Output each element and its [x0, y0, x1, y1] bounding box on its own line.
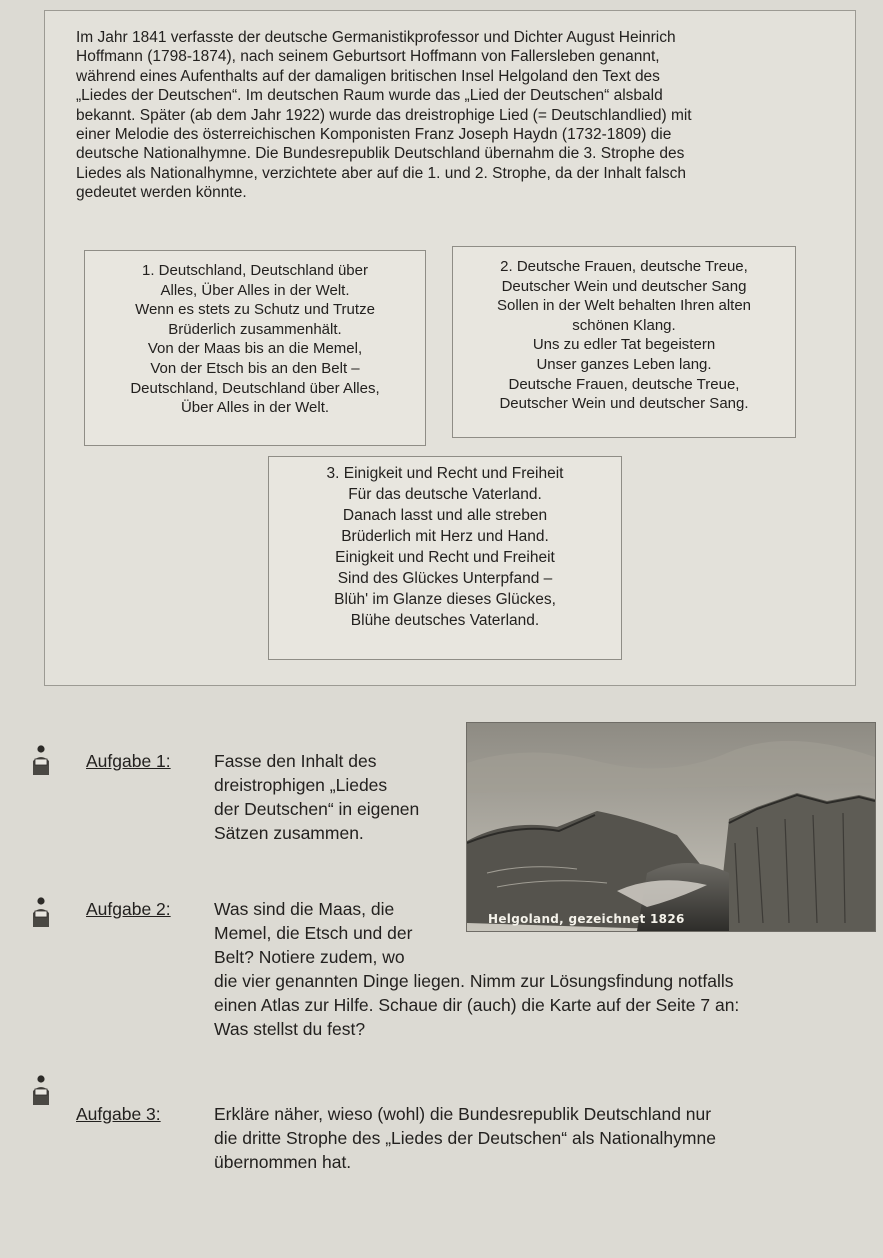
stanza-line: Brüderlich mit Herz und Hand.	[341, 528, 549, 545]
task-line: Memel, die Etsch und der	[214, 923, 413, 943]
intro-line: während eines Aufenthalts auf der damaligen britischen Insel Helgoland den Text des	[76, 67, 660, 85]
task-line: die dritte Strophe des „Liedes der Deutschen“ als Nationalhymne	[214, 1128, 716, 1148]
stanza-line: Von der Etsch bis an den Belt –	[150, 359, 360, 377]
task-line: Fasse den Inhalt des	[214, 751, 377, 771]
intro-line: gedeutet werden könnte.	[76, 184, 247, 202]
task-line: der Deutschen“ in eigenen	[214, 799, 420, 819]
stanza-line: Uns zu edler Tat begeistern	[532, 336, 716, 354]
intro-paragraph	[76, 28, 796, 203]
stanza-line: Deutscher Wein und deutscher Sang	[501, 277, 747, 295]
task-2-text	[214, 897, 874, 1041]
stanza-line: Deutschland, Deutschland über Alles,	[130, 379, 380, 397]
stanza-line: Für das deutsche Vaterland.	[348, 486, 542, 503]
task-3-text	[214, 1102, 878, 1174]
intro-line: Hoffmann (1798-1874), nach seinem Geburtsort Hoffmann von Fallersleben genannt,	[76, 48, 660, 66]
stanza-3-box	[268, 456, 622, 660]
photo-caption: Helgoland, gezeichnet 1826	[488, 912, 685, 926]
student-icon	[30, 1075, 52, 1107]
task-line: dreistrophigen „Liedes	[214, 775, 388, 795]
stanza-line: Danach lasst und alle streben	[342, 507, 548, 524]
stanza-line: Deutsche Frauen, deutsche Treue,	[508, 375, 740, 393]
stanza-line: Unser ganzes Leben lang.	[536, 355, 712, 373]
stanza-line: Von der Maas bis an die Memel,	[147, 340, 363, 358]
task-label: Aufgabe 3:	[76, 1104, 161, 1124]
task-line: Was stellst du fest?	[214, 1019, 366, 1039]
intro-line: bekannt. Später (ab dem Jahr 1922) wurde das dreistrophige Lied (= Deutschlandlied) mit	[76, 106, 692, 124]
stanza-line: Blühe deutsches Vaterland.	[350, 612, 540, 629]
stanza-line: Sind des Glückes Unterpfand –	[337, 570, 553, 587]
intro-line: deutsche Nationalhymne. Die Bundesrepublik Deutschland übernahm die 3. Strophe des	[76, 145, 685, 163]
stanza-line: Deutscher Wein und deutscher Sang.	[499, 395, 749, 413]
task-line: Belt? Notiere zudem, wo	[214, 947, 405, 967]
stanza-line: Sollen in der Welt behalten Ihren alten	[496, 297, 752, 315]
intro-line: Liedes als Nationalhymne, verzichtete aber auf die 1. und 2. Strophe, da der Inhalt falsch	[76, 164, 687, 182]
task-label: Aufgabe 1:	[86, 751, 171, 771]
intro-line: „Liedes der Deutschen“. Im deutschen Raum wurde das „Lied der Deutschen“ alsbald	[76, 87, 663, 105]
task-label: Aufgabe 2:	[86, 899, 171, 919]
stanza-line: 3. Einigkeit und Recht und Freiheit	[326, 465, 564, 482]
task-line: einen Atlas zur Hilfe. Schaue dir (auch) die Karte auf der Seite 7 an:	[214, 995, 740, 1015]
task-1-text	[214, 749, 464, 845]
stanza-line: Über Alles in der Welt.	[180, 399, 330, 417]
stanza-line: 2. Deutsche Frauen, deutsche Treue,	[500, 258, 748, 275]
task-line: Sätzen zusammen.	[214, 823, 364, 843]
stanza-1-box	[84, 250, 426, 446]
task-line: Was sind die Maas, die	[214, 899, 395, 919]
task-3-label	[76, 1102, 161, 1126]
task-line: die vier genannten Dinge liegen. Nimm zur Lösungsfindung notfalls	[214, 971, 734, 991]
intro-line: Im Jahr 1841 verfasste der deutsche Germanistikprofessor und Dichter August Heinrich	[76, 29, 676, 46]
task-2-label	[86, 897, 171, 921]
student-icon	[30, 745, 52, 777]
task-line: Erkläre näher, wieso (wohl) die Bundesrepublik Deutschland nur	[214, 1104, 712, 1124]
stanza-2-box	[452, 246, 796, 438]
task-line: übernommen hat.	[214, 1152, 352, 1172]
stanza-line: Einigkeit und Recht und Freiheit	[335, 549, 555, 566]
task-1-label	[86, 749, 171, 773]
student-icon	[30, 897, 52, 929]
stanza-line: Wenn es stets zu Schutz und Trutze	[135, 301, 375, 319]
stanza-line: Brüderlich zusammenhält.	[168, 320, 342, 338]
stanza-line: Blüh' im Glanze dieses Glückes,	[334, 591, 556, 608]
stanza-line: Alles, Über Alles in der Welt.	[160, 281, 350, 299]
intro-line: einer Melodie des österreichischen Komponisten Franz Joseph Haydn (1732-1809) die	[76, 126, 672, 144]
stanza-line: 1. Deutschland, Deutschland über	[142, 262, 368, 279]
stanza-line: schönen Klang.	[572, 316, 676, 334]
